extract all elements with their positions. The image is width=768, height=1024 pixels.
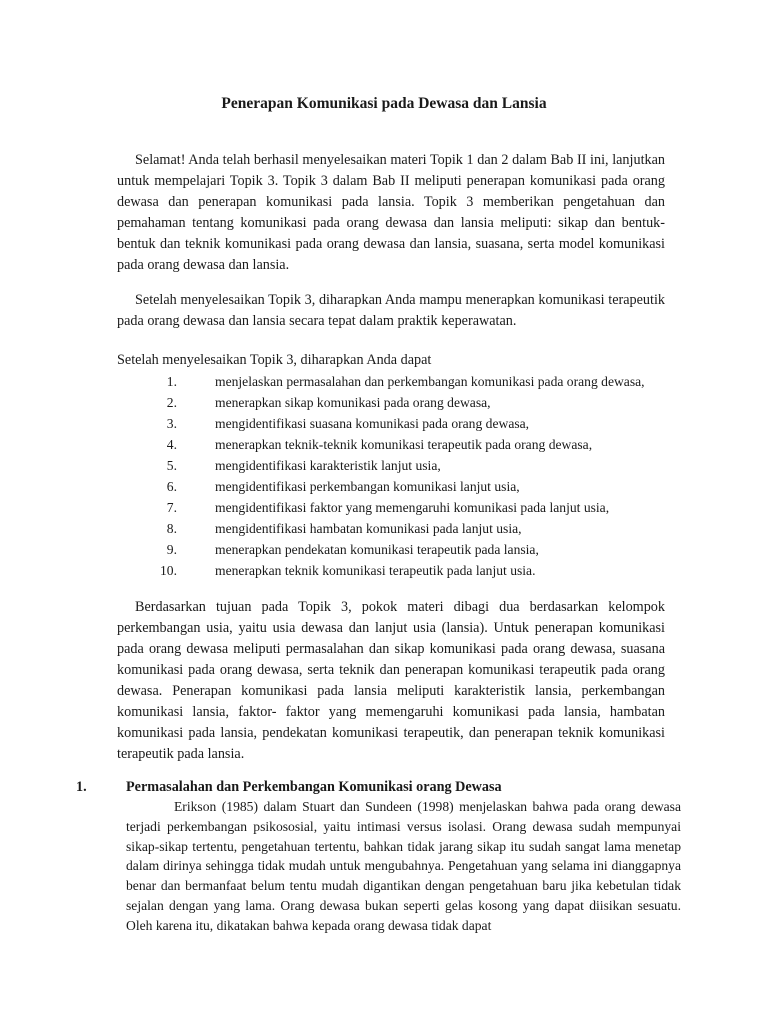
list-item [117,539,665,560]
list-number: 10. [160,563,177,578]
list-item [117,371,665,392]
list-text: menerapkan sikap komunikasi pada orang dewasa, [215,395,491,410]
list-text: mengidentifikasi hambatan komunikasi pada lanjut usia, [215,521,522,536]
objectives-list [117,371,665,581]
paragraph-welcome: Selamat! Anda telah berhasil menyelesaikan materi Topik 1 dan 2 dalam Bab II ini, lanjutkan untuk mempelajari Topik 3. Topik 3 dalam Bab II meliputi penerapan komunikasi pada orang dewasa dan penerapan komunikasi pada lansia. Topik 3 memberikan pengetahuan dan pemahaman tentang komunikasi pada orang dewasa dan lansia meliputi: sikap dan bentuk-bentuk dan teknik komunikasi pada orang dewasa dan lansia, suasana, serta model komunikasi pada orang dewasa dan lansia. [117,152,665,273]
section-heading [76,777,676,797]
list-number: 6. [166,479,177,494]
paragraph-scope: Berdasarkan tujuan pada Topik 3, pokok materi dibagi dua berdasarkan kelompok perkembangan usia, yaitu usia dewasa dan lanjut usia (lansia). Untuk penerapan komunikasi pada orang dewasa meliputi permasalahan dan sikap komunikasi pada orang dewasa, suasana komunikasi pada orang dewasa, serta teknik dan penerapan komunikasi terapeutik pada orang dewasa. Penerapan komunikasi pada lansia meliputi karakteristik lansia, perkembangan komunikasi lansia, faktor- faktor yang memengaruhi komunikasi pada lansia, hambatan komunikasi pada lansia, pendekatan komunikasi terapeutik, dan penerapan teknik komunikasi terapeutik pada lansia. [117,599,665,762]
list-item [117,497,665,518]
page-title: Penerapan Komunikasi pada Dewasa dan Lansia [221,95,547,112]
list-number: 7. [166,500,177,515]
list-number: 2. [166,395,177,410]
list-text: menjelaskan permasalahan dan perkembangan komunikasi pada orang dewasa, [215,374,645,389]
list-number: 1. [166,374,177,389]
list-number: 4. [166,437,177,452]
list-item [117,392,665,413]
list-text: mengidentifikasi perkembangan komunikasi lanjut usia, [215,479,520,494]
list-number: 8. [166,521,177,536]
list-text: menerapkan pendekatan komunikasi terapeutik pada lansia, [215,542,539,557]
section-title: Permasalahan dan Perkembangan Komunikasi orang Dewasa [126,779,502,795]
list-text: mengidentifikasi suasana komunikasi pada orang dewasa, [215,416,530,431]
paragraph-goal: Setelah menyelesaikan Topik 3, diharapkan Anda mampu menerapkan komunikasi terapeutik pada orang dewasa dan lansia secara tepat dalam praktik keperawatan. [117,292,665,329]
list-number: 3. [166,416,177,431]
list-text: menerapkan teknik komunikasi terapeutik pada lanjut usia. [215,563,536,578]
section-number: 1. [76,779,87,795]
list-text: mengidentifikasi karakteristik lanjut usia, [215,458,441,473]
objectives-intro: Setelah menyelesaikan Topik 3, diharapkan Anda dapat [117,352,432,368]
list-text: menerapkan teknik-teknik komunikasi terapeutik pada orang dewasa, [215,437,593,452]
list-number: 5. [166,458,177,473]
list-item [117,518,665,539]
list-item [117,560,665,581]
section-body-text: Erikson (1985) dalam Stuart dan Sundeen (1998) menjelaskan bahwa pada orang dewasa terjadi perkembangan psikososial, yaitu intimasi versus isolasi. Orang dewasa sudah mempunyai sikap-sikap tertentu, pengetahuan tertentu, bahkan tidak jarang sikap itu sudah sangat lama menetap dalam dirinya sehingga tidak mudah untuk mengubahnya. Pengetahuan yang selama ini dianggapnya benar dan bermanfaat belum tentu mudah digantikan dengan pengetahuan baru jika kebetulan tidak sejalan dengan yang lama. Orang dewasa bukan seperti gelas kosong yang dapat diisikan sesuatu. Oleh karena itu, dikatakan bahwa kepada orang dewasa tidak dapat [126,799,681,933]
list-text: mengidentifikasi faktor yang memengaruhi komunikasi pada lanjut usia, [215,500,610,515]
list-item [117,455,665,476]
list-item [117,476,665,497]
section-body [126,797,681,936]
list-item [117,413,665,434]
list-number: 9. [166,542,177,557]
list-item [117,434,665,455]
